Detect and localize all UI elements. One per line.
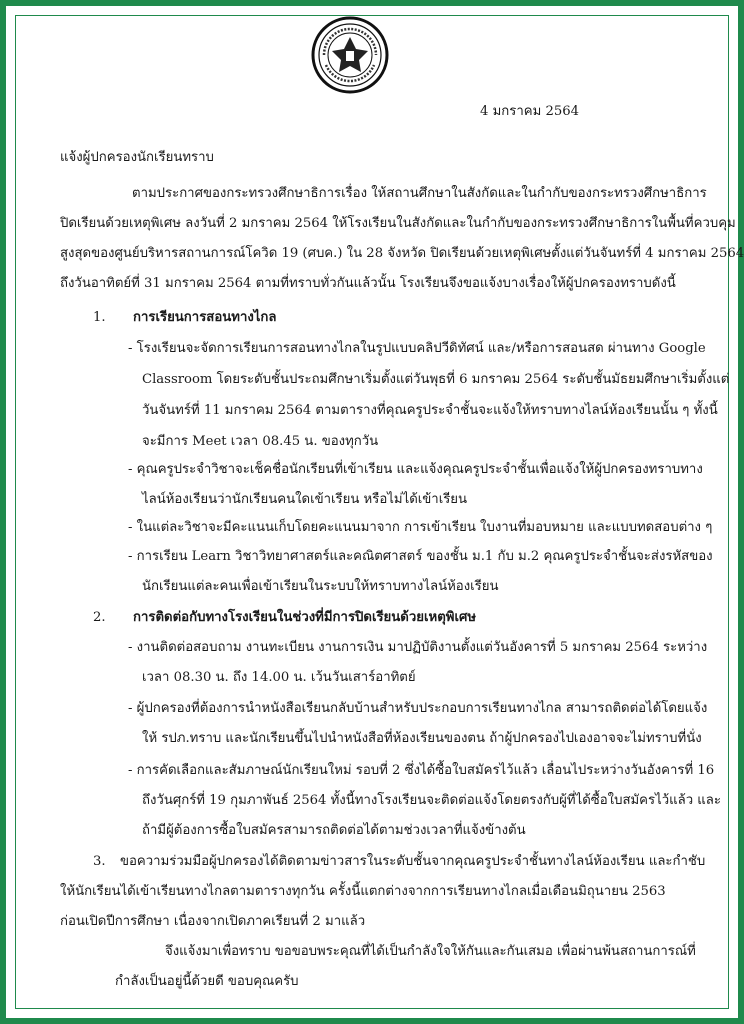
document-date: 4 มกราคม 2564 (480, 104, 580, 119)
bullet-line: - คุณครูประจำวิชาจะเช็คชื่อนักเรียนที่เข้าเรียน และแจ้งคุณครูประจำชั้นเพื่อแจ้งให้ผู้ปกครองทราบทาง (128, 462, 703, 477)
greeting-line: แจ้งผู้ปกครองนักเรียนทราบ (60, 150, 214, 165)
bullet-line: นักเรียนแต่ละคนเพื่อเข้าเรียนในระบบให้ทราบทางไลน์ห้องเรียน (142, 579, 499, 594)
section-1-bullet-4 (128, 542, 713, 602)
bullet-line: Classroom โดยระดับชั้นประถมศึกษาเริ่มตั้งแต่วันพุธที่ 6 มกราคม 2564 ระดับชั้นมัธยมศึกษาเริ่มตั้งแต่ (142, 372, 730, 387)
section-1-title: การเรียนการสอนทางไกล (133, 310, 277, 325)
section-1-number: 1. (93, 310, 106, 325)
section-2-bullet-2 (128, 694, 708, 754)
intro-line: สูงสุดของศูนย์บริหารสถานการณ์โควิด 19 (ศบค.) ใน 28 จังหวัด ปิดเรียนด้วยเหตุพิเศษตั้งแต่วันจันทร์ที่ 4 มกราคม 2564 (60, 246, 744, 261)
section-1-bullet-3 (128, 513, 713, 543)
section-3-line: ขอความร่วมมือผู้ปกครองได้ติดตามข่าวสารในระดับชั้นจากคุณครูประจำชั้นทางไลน์ห้องเรียน และกำชับ (120, 854, 706, 869)
bullet-line: เวลา 08.30 น. ถึง 14.00 น. เว้นวันเสาร์อาทิตย์ (142, 670, 416, 685)
bullet-line: - งานติดต่อสอบถาม งานทะเบียน งานการเงิน มาปฏิบัติงานตั้งแต่วันอังคารที่ 5 มกราคม 2564 ระหว่าง (128, 640, 708, 655)
intro-line: ถึงวันอาทิตย์ที่ 31 มกราคม 2564 ตามที่ทราบทั่วกันแล้วนั้น โรงเรียนจึงขอแจ้งบางเรื่องให้ผู้ปกครองทราบดังนี้ (60, 276, 676, 291)
bullet-line: วันจันทร์ที่ 11 มกราคม 2564 ตามตารางที่คุณครูประจำชั้นจะแจ้งให้ทราบทางไลน์ห้องเรียนนั้น ๆ ทั้งนี้ (142, 403, 718, 418)
section-2-bullet-1 (128, 633, 708, 693)
bullet-line: - ผู้ปกครองที่ต้องการนำหนังสือเรียนกลับบ้านสำหรับประกอบการเรียนทางไกล สามารถติดต่อได้โดยแจ้ง (128, 701, 708, 716)
bullet-line: - ในแต่ละวิชาจะมีคะแนนเก็บโดยคะแนนมาจาก การเข้าเรียน ใบงานที่มอบหมาย และแบบทดสอบต่าง ๆ (128, 520, 713, 535)
intro-line: ปิดเรียนด้วยเหตุพิเศษ ลงวันที่ 2 มกราคม 2564 ให้โรงเรียนในสังกัดและในกำกับของกระทรวงศึกษาธิการในพื้นที่ควบคุม (60, 216, 736, 231)
section-2-bullet-3 (128, 756, 721, 846)
bullet-line: ไลน์ห้องเรียนว่านักเรียนคนใดเข้าเรียน หรือไม่ได้เข้าเรียน (142, 492, 468, 507)
bullet-line: - โรงเรียนจะจัดการเรียนการสอนทางไกลในรูปแบบคลิปวีดิทัศน์ และ/หรือการสอนสด ผ่านทาง Google (128, 341, 706, 356)
closing-paragraph (60, 937, 696, 997)
bullet-line: จะมีการ Meet เวลา 08.45 น. ของทุกวัน (142, 434, 379, 449)
section-2-title: การติดต่อกับทางโรงเรียนในช่วงที่มีการปิดเรียนด้วยเหตุพิเศษ (133, 610, 477, 625)
section-3-line: ให้นักเรียนได้เข้าเรียนทางไกลตามตารางทุกวัน ครั้งนี้แตกต่างจากการเรียนทางไกลเมื่อเดือนมิถุนายน 2563 (60, 884, 666, 899)
bullet-line: ถ้ามีผู้ต้องการซื้อใบสมัครสามารถติดต่อได้ตามช่วงเวลาที่แจ้งข้างต้น (142, 823, 526, 838)
section-1-bullet-1 (128, 333, 730, 457)
section-1-bullet-2 (128, 455, 703, 515)
section-3-line: ก่อนเปิดปีการศึกษา เนื่องจากเปิดภาคเรียนที่ 2 มาแล้ว (60, 914, 366, 929)
section-2-number: 2. (93, 610, 106, 625)
section-3-paragraph (60, 847, 706, 937)
bullet-line: - การคัดเลือกและสัมภาษณ์นักเรียนใหม่ รอบที่ 2 ซึ่งได้ซื้อใบสมัครไว้แล้ว เลื่อนไประหว่างวันอังคารที่ 16 (128, 763, 715, 778)
intro-line: ตามประกาศของกระทรวงศึกษาธิการเรื่อง ให้สถานศึกษาในสังกัดและในกำกับของกระทรวงศึกษาธิการ (132, 186, 707, 201)
bullet-line: ให้ รปภ.ทราบ และนักเรียนขึ้นไปนำหนังสือที่ห้องเรียนของตน ถ้าผู้ปกครองไปเองอาจจะไม่ทราบที่นั่ง (142, 731, 702, 746)
closing-line: จึงแจ้งมาเพื่อทราบ ขอขอบพระคุณที่ได้เป็นกำลังใจให้กันและกันเสมอ เพื่อผ่านพ้นสถานการณ์ที่ (165, 944, 696, 959)
bullet-line: ถึงวันศุกร์ที่ 19 กุมภาพันธ์ 2564 ทั้งนี้ทางโรงเรียนจะติดต่อแจ้งโดยตรงกับผู้ที่ได้ซื้อใบสมัครไว้แล้ว และ (142, 793, 721, 808)
intro-paragraph (60, 179, 744, 299)
closing-line: กำลังเป็นอยู่นี้ด้วยดี ขอบคุณครับ (115, 974, 299, 989)
school-seal-icon (310, 15, 390, 95)
bullet-line: - การเรียน Learn วิชาวิทยาศาสตร์และคณิตศาสตร์ ของชั้น ม.1 กับ ม.2 คุณครูประจำชั้นจะส่งรหัสของ (128, 549, 713, 564)
section-3-number: 3. (93, 854, 106, 869)
